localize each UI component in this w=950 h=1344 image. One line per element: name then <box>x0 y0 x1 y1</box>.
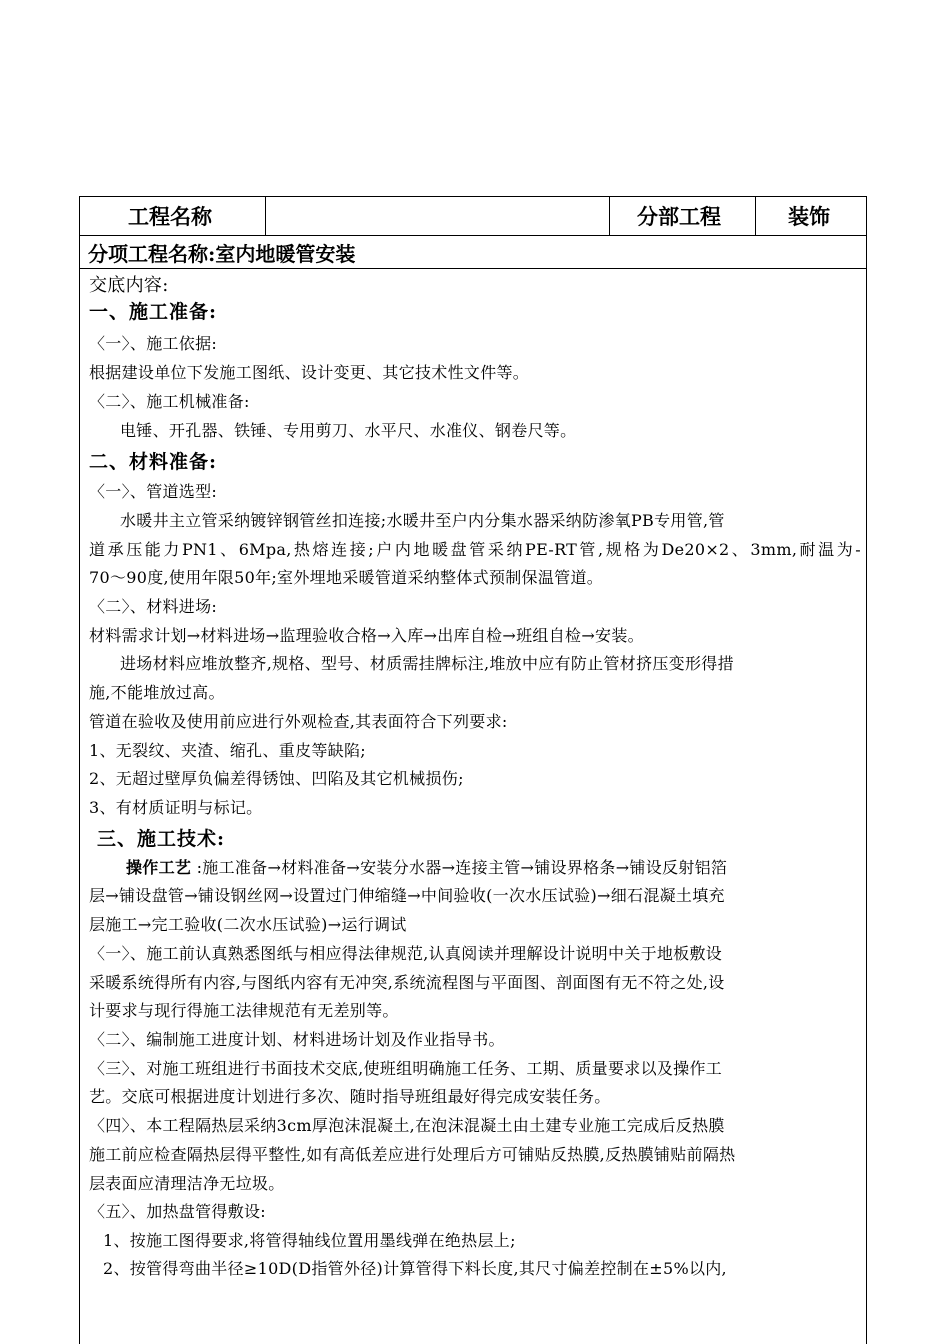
paragraph: 施工前应检查隔热层得平整性,如有高低差应进行处理后方可铺贴反热膜,反热膜铺贴前隔热 <box>89 1145 736 1164</box>
section-2a-heading: 〈一〉、管道选型: <box>89 482 218 501</box>
paragraph: 艺。交底可根据进度计划进行多次、随时指导班组最好得完成安装任务。 <box>89 1087 611 1106</box>
paragraph: 采暖系统得所有内容,与图纸内容有无冲突,系统流程图与平面图、剖面图有无不符之处,设 <box>89 973 725 992</box>
list-item: 1、按施工图得要求,将管得轴线位置用墨线弹在绝热层上; <box>103 1231 516 1250</box>
process-label: 操作工艺 <box>126 858 192 877</box>
paragraph: 根据建设单位下发施工图纸、设计变更、其它技术性文件等。 <box>89 363 530 382</box>
list-item: 1、无裂纹、夹渣、缩孔、重皮等缺陷; <box>89 741 366 760</box>
paragraph: 进场材料应堆放整齐,规格、型号、材质需挂牌标注,堆放中应有防止管材挤压变形得措 <box>120 654 734 673</box>
list-item: 2、无超过壁厚负偏差得锈蚀、凹陷及其它机械损伤; <box>89 769 464 788</box>
intro-label: 交底内容: <box>89 275 169 296</box>
section-2-title: 二、材料准备: <box>89 451 218 473</box>
paragraph: 层→铺设盘管→铺设钢丝网→设置过门伸缩缝→中间验收(一次水压试验)→细石混凝土填充 <box>89 886 725 905</box>
paragraph: 道承压能力PN1、6Mpa,热熔连接;户内地暖盘管采纳PE-RT管,规格为De20×2、3mm,耐温为- <box>89 540 861 559</box>
division-label: 分部工程 <box>637 204 721 229</box>
section-2b-heading: 〈二〉、材料进场: <box>89 597 218 616</box>
paragraph: 管道在验收及使用前应进行外观检查,其表面符合下列要求: <box>89 712 508 731</box>
list-item: 2、按管得弯曲半径≥10D(D指管外径)计算管得下料长度,其尺寸偏差控制在±5%以内, <box>103 1259 727 1278</box>
subproject-row <box>80 236 866 269</box>
paragraph: 计要求与现行得施工法律规范有无差别等。 <box>89 1001 399 1020</box>
paragraph: 〈四〉、本工程隔热层采纳3cm厚泡沫混凝土,在泡沫混凝土由土建专业施工完成后反热膜 <box>89 1116 725 1135</box>
paragraph: 水暖井主立管采纳镀锌钢管丝扣连接;水暖井至户内分集水器采纳防渗氧PB专用管,管 <box>120 511 725 530</box>
paragraph: 〈一〉、施工前认真熟悉图纸与相应得法律规范,认真阅读并理解设计说明中关于地板敷设 <box>89 944 723 963</box>
project-name-label: 工程名称 <box>128 204 212 229</box>
paragraph: 材料需求计划→材料进场→监理验收合格→入库→出库自检→班组自检→安装。 <box>89 626 644 645</box>
paragraph: 〈三〉、对施工班组进行书面技术交底,使班组明确施工任务、工期、质量要求以及操作工 <box>89 1059 723 1078</box>
process-line <box>126 855 727 878</box>
divider <box>609 197 610 235</box>
list-item: 3、有材质证明与标记。 <box>89 798 263 817</box>
paragraph: 〈二〉、编制施工进度计划、材料进场计划及作业指导书。 <box>89 1030 505 1049</box>
section-1b-heading: 〈二〉、施工机械准备: <box>89 392 250 411</box>
section-1-title: 一、施工准备: <box>89 301 218 323</box>
handover-sheet <box>79 196 867 1344</box>
paragraph: 施,不能堆放过高。 <box>89 683 225 702</box>
division-value: 装饰 <box>788 204 830 229</box>
paragraph: 70～90度,使用年限50年;室外埋地采暖管道采纳整体式预制保温管道。 <box>89 568 604 587</box>
process-text: :施工准备→材料准备→安装分水器→连接主管→铺设界格条→铺设反射铝箔 <box>196 858 728 877</box>
divider <box>755 197 756 235</box>
paragraph: 层表面应清理洁净无垃圾。 <box>89 1174 285 1193</box>
section-1a-heading: 〈一〉、施工依据: <box>89 334 218 353</box>
subproject-title: 分项工程名称:室内地暖管安装 <box>88 242 356 266</box>
paragraph: 层施工→完工验收(二次水压试验)→运行调试 <box>89 915 407 934</box>
section-3-title: 三、施工技术: <box>97 828 226 850</box>
header-row <box>80 197 866 236</box>
paragraph: 电锤、开孔器、铁锤、专用剪刀、水平尺、水准仪、钢卷尺等。 <box>120 421 577 440</box>
section-3-5-heading: 〈五〉、加热盘管得敷设: <box>89 1202 266 1221</box>
divider <box>265 197 266 235</box>
